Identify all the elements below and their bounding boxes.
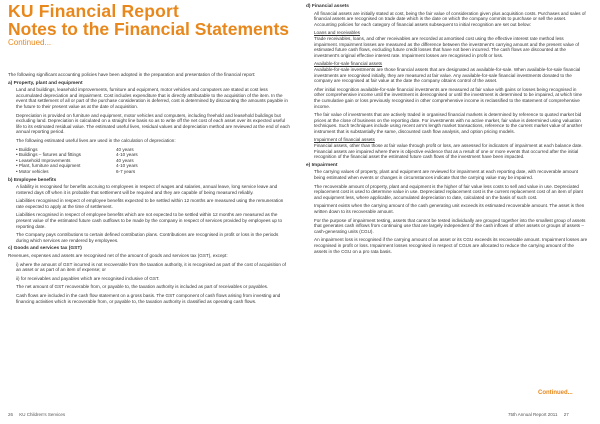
list-item: • Plant, furniture and equipment 4-10 years bbox=[16, 163, 138, 169]
impairment-paragraph-5: An impairment loss is recognised if the carrying amount of an asset or its CGU exceeds its recoverable amount. Impairment losses are recognised in profit or loss. Impairment losses recognised in respect of CGUs are allocated to reduce the carrying amount of the assets in the CGU on a pro rata basis. bbox=[314, 237, 588, 254]
ppe-paragraph-2: Depreciation is provided on furniture and equipment, motor vehicles and computers, including freehold and leasehold buildings but excluding land. Depreciation is calculated on a straight line basis so as to write off the net cost of each asset over its expected useful life to its estimated residual value. The estimated useful lives, residual values and depreciation method are reviewed at the end of each annual reporting period. bbox=[16, 112, 290, 135]
gst-paragraph-1: Revenues, expenses and assets are recognised net of the amount of goods and services tax (GST), except: bbox=[8, 253, 228, 259]
page-number-right: 27 bbox=[563, 412, 569, 417]
fa-paragraph-1: All financial assets are initially stated at cost, being the fair value of consideration given plus acquisition costs. Purchases and sales of financial assets are recognised on trade date which is the date on which the company commits to purchase or sell the asset. Accounting policies for each category of financial assets subsequent to initial recognition are set out below: bbox=[314, 10, 586, 27]
list-item: • Leasehold Improvements 40 years bbox=[16, 157, 134, 163]
afs-paragraph-1: Available-for-sale investments are those financial assets that are designated as available-for-sale. When available-for-sale financial investments are recognised initially, they are measured at fair value. Any available-for-sale financial investments donated to the company are recognised at fair value at the date the company obtains control of the asset. bbox=[314, 66, 581, 84]
impairment-paragraph-1: The carrying values of property, plant and equipment are reviewed for impairment at each reporting date, with recoverable amount being estimated when events or changes in circumstances indicate that the carrying value may be impaired. bbox=[314, 169, 578, 181]
subheading-afs: Available-for-sale financial assets bbox=[314, 61, 383, 67]
heading-employee-benefits: b) Employee benefits bbox=[8, 177, 57, 183]
benefits-paragraph-1: A liability is recognised for benefits accruing to employees in respect of wages and salaries, annual leave, long service leave and rostered days off when it is probable that settlement will be required and they are capable of being measured reliably. bbox=[16, 184, 278, 195]
right-column bbox=[306, 4, 588, 257]
subheading-loans: Loans and receivables bbox=[314, 30, 360, 36]
footer-right bbox=[508, 412, 569, 417]
useful-lives-list bbox=[16, 147, 290, 175]
list-item: • Buildings – fixtures and fittings 4-10 years bbox=[16, 152, 138, 158]
benefits-paragraph-2: Liabilities recognised in respect of employee benefits expected to be settled within 12 months are measured using the remuneration rate expected to apply at the time of settlement. bbox=[16, 198, 284, 209]
heading-impairment: e) Impairment bbox=[306, 162, 338, 168]
afs-paragraph-2: After initial recognition available-for-sale financial investments are measured at fair value with gains or losses being recognised in other comprehensive income until the investment is derecognised or until the investment is determined to be impaired, at which time the cumulative gain or loss previously recognised in other comprehensive income is reclassified to the statement of comprehensive income. bbox=[314, 86, 583, 109]
left-column bbox=[8, 72, 290, 307]
impairment-paragraph-3: Impairment exists when the carrying amount of the cash generating unit exceeds its estimated recoverable amount. The asset is then written down to its recoverable amount. bbox=[314, 203, 585, 214]
impairment-paragraph-2: The recoverable amount of property, plant and equipment is the higher of fair value less costs to sell and value in use. Depreciated replacement cost is used to determine value in use. Depreciated replacement cost is the current replacement cost of an item of plant and equipment less, where applicable, accumulated depreciation to date, calculated on the basis of such cost. bbox=[314, 183, 583, 200]
footer-report: 75th Annual Report 2011 bbox=[508, 412, 558, 417]
continued-label: Continued... bbox=[8, 38, 52, 47]
benefits-paragraph-3: Liabilities recognised in respect of employee benefits which are not expected to be settled within 12 months are measured as the present value of the estimated future cash outflows to be made by the company in respect of services provided by employees up to reporting date. bbox=[16, 212, 283, 229]
heading-gst: c) Goods and services tax (GST) bbox=[8, 246, 82, 252]
ppe-paragraph-1: Land and buildings, leasehold improvements, furniture and equipment, motor vehicles and computers are stated at cost less accumulated depreciation and impairment. Cost includes expenditure that is directly attributable to the acquisition of the item. In the event that settlement of all or part of the purchase consideration is deferred, cost is determined by discounting the amounts payable in the future to their present value as at the date of acquisition. bbox=[16, 87, 288, 109]
gst-item-ii: ii) for receivables and payables which are recognised inclusive of GST. bbox=[16, 275, 160, 281]
intro-paragraph: The following significant accounting policies have been adopted in the preparation and presentation of the financial report: bbox=[8, 72, 256, 77]
loans-paragraph: Trade receivables, loans, and other receivables are recorded at amortised cost using the effective interest rate method less impairment. Impairment losses are measured as the difference between the investment's carrying amount and the present value of estimated future cash flows, excluding future credit losses that have not been incurred. The cash flows are discounted at the investment's original effective interest rate. Impairment losses are recognised in profit or loss. bbox=[314, 35, 580, 58]
list-item: • Motor vehicles 6-7 years bbox=[16, 168, 136, 174]
list-item: • Buildings 40 years bbox=[16, 146, 134, 152]
section-title: Notes to the Financial Statements bbox=[8, 19, 290, 39]
page-number-left: 26 bbox=[8, 412, 14, 417]
ppe-paragraph-3: The following estimated useful lives are used in the calculation of depreciation: bbox=[16, 137, 176, 143]
footer-left bbox=[8, 412, 65, 417]
continued-bottom-label: Continued... bbox=[538, 390, 573, 396]
footer-org: KU Children's Services bbox=[19, 412, 66, 417]
heading-financial-assets: d) Financial assets bbox=[306, 4, 349, 9]
heading-ppe: a) Property, plant and equipment bbox=[8, 80, 83, 86]
report-title: KU Financial Report bbox=[8, 1, 180, 21]
benefits-paragraph-4: The Company pays contributions to certain defined contribution plans. Contributions are recognised in profit or loss in the periods during which services are rendered by employees. bbox=[16, 232, 279, 243]
gst-paragraph-3: Cash flows are included in the cash flow statement on a gross basis. The GST component of cash flows arising from investing and financing activities which is recoverable from, or payable to, the taxation authority is classified as operating cash flows. bbox=[16, 293, 281, 304]
gst-paragraph-2: The net amount of GST recoverable from, or payable to, the taxation authority is included as part of receivables or payables. bbox=[16, 284, 269, 290]
gst-item-i: i) where the amount of GST incurred is not recoverable from the taxation authority, it is recognised as part of the cost of acquisition of an asset or as part of an item of expense; or bbox=[16, 261, 286, 273]
impairment-fa-paragraph: Financial assets, other than those at fair value through profit or loss, are assessed for indicators of impairment at each balance date. Financial assets are impaired where there is objective evidence that as a result of one or more events that occurred after the initial recognition of the financial asset the estimated future cash flows of the investment have been impacted. bbox=[314, 143, 583, 160]
impairment-paragraph-4: For the purpose of impairment testing, assets that cannot be tested individually are grouped together into the smallest group of assets that generates cash inflows from continuing use that are largely independent of the cash inflows of other assets or groups of assets – cash-generating units (CGU). bbox=[314, 217, 586, 234]
afs-paragraph-3: The fair value of investments that are actively traded in organised financial markets is determined by reference to quoted market bid prices at the close of business on the reporting date. For investments with no active market, fair value is determined using valuation techniques. Such techniques include using recent arm's length market transactions, reference to the current market value of another instrument that is substantially the same, discounted cash flow analysis, and option pricing models. bbox=[314, 112, 583, 134]
subheading-impairment-fa: Impairment of financial assets bbox=[314, 137, 375, 143]
